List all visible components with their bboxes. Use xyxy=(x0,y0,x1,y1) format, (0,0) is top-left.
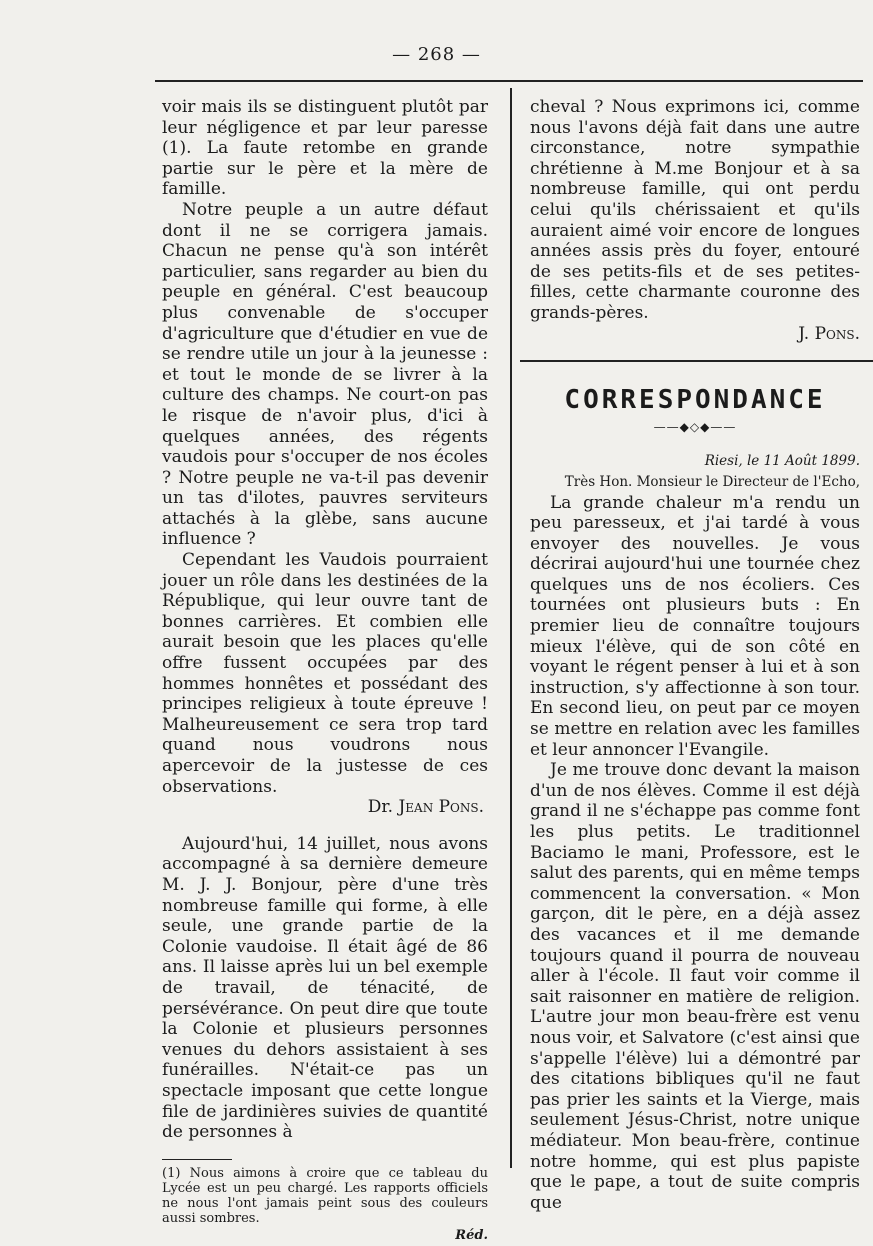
left-column xyxy=(162,97,488,1246)
footnote-rule xyxy=(162,1159,232,1160)
right-paragraph-3: Je me trouve donc devant la maison d'un de nos élèves. Comme il est déjà grand il ne s'échappe pas comme font les plus petits. Le traditionnel Baciamo le mani, Professore, est le salut des parents, qui en même temps commencent la conversation. « Mon garçon, dit le père, en a déjà assez des vacances et il me demande toujours quand il pourra de nouveau aller à l'école. Il faut voir comme il sait raisonner en matière de religion. L'autre jour mon beau-frère est venu nous voir, et Salvatore (c'est ainsi que s'appelle l'élève) lui a démontré par des citations bibliques qu'il ne faut pas prier les saints et la Vierge, mais seulement Jésus-Christ, notre unique médiateur. Mon beau-frère, continue notre homme, qui est plus papiste que le pape, a tout de suite compris que xyxy=(530,760,860,1213)
header-rule xyxy=(155,80,863,82)
section-title: CORRESPONDANCE xyxy=(564,385,826,416)
salutation: Très Hon. Monsieur le Directeur de l'Echo, xyxy=(564,473,860,490)
signature-initial: J. xyxy=(798,323,815,344)
right-column xyxy=(530,97,860,1213)
left-paragraph-2: Notre peuple a un autre défaut dont il ne se corrigera jamais. Chacun ne pense qu'à son intérêt particulier, sans regarder au bien du peuple en général. C'est beaucoup plus convenable de s'occuper d'agriculture que d'étudier en vue de se rendre utile un jour à la jeunesse : et tout le monde de se livrer à la culture des champs. Ne court-on pas le risque de n'avoir plus, d'ici à quelques années, des régents vaudois pour s'occuper de nos écoles ? Notre peuple ne va-t-il pas devenir un tas d'ilotes, pauvres serviteurs attachés à la glèbe, sans aucune influence ? xyxy=(162,199,488,550)
ornament-divider: ——◆◇◆—— xyxy=(653,419,737,434)
signature-name-2: Pons. xyxy=(814,323,860,344)
section-rule xyxy=(520,360,873,362)
dateline: Riesi, le 11 Août 1899. xyxy=(704,453,860,470)
signature-name: Jean Pons. xyxy=(398,797,484,818)
right-paragraph-1: cheval ? Nous exprimons ici, comme nous l'avons déjà fait dans une autre circonstance, notre sympathie chrétienne à M.me Bonjour et à sa nombreuse famille, qui ont perdu celui qu'ils chérissaient et qu'ils auraient aimé voir encore de longues années assis près du foyer, entouré de ses petits-fils et de ses petites-filles, cette charmante couronne des grands-pères. xyxy=(530,97,860,323)
left-paragraph-3: Cependant les Vaudois pourraient jouer un rôle dans les destinées de la République, qui leur ouvre tant de bonnes carrières. Et combien elle aurait besoin que les places qu'elle offre fussent occupées par des hommes honnêtes et possédant des principes religieux à toute épreuve ! Malheureusement ce sera trop tard quand nous voudrons nous apercevoir de la justesse de ces observations. xyxy=(162,550,488,797)
footnote: (1) Nous aimons à croire que ce tableau du Lycée est un peu chargé. Les rapports officiels ne nous l'ont jamais peint sous des couleurs aussi sombres. xyxy=(162,1165,488,1226)
right-paragraph-2: La grande chaleur m'a rendu un peu paresseux, et j'ai tardé à vous envoyer des nouvelles. Je vous décrirai aujourd'hui une tournée chez quelques uns de nos écoliers. Ces tournées ont plusieurs buts : En premier lieu de connaître toujours mieux l'élève, qui de son côté en voyant le régent penser à lui et à son instruction, s'y affectionne à son tour. En second lieu, on peut par ce moyen se mettre en relation avec les familles et leur annoncer l'Evangile. xyxy=(530,492,860,760)
left-paragraph-1: voir mais ils se distinguent plutôt par leur négligence et par leur paresse (1). La faute retombe en grande partie sur le père et la mère de famille. xyxy=(162,97,488,200)
signature-j-pons xyxy=(530,324,860,345)
column-divider xyxy=(510,88,512,1168)
signature-jean-pons xyxy=(162,797,488,818)
signature-prefix: Dr. xyxy=(367,797,399,818)
left-paragraph-4: Aujourd'hui, 14 juillet, nous avons accompagné à sa dernière demeure M. J. J. Bonjour, père d'une très nombreuse famille qui forme, à elle seule, une grande partie de la Colonie vaudoise. Il était âgé de 86 ans. Il laisse après lui un bel exemple de travail, de ténacité, de persévérance. On peut dire que toute la Colonie et plusieurs personnes venues du dehors assistaient à ses funérailles. N'était-ce pas un spectacle imposant que cette longue file de jardinières suivies de quantité de personnes à xyxy=(162,833,488,1143)
paragraph-gap xyxy=(162,818,488,834)
footnote-signature: Réd. xyxy=(455,1227,488,1243)
page-number: — 268 — xyxy=(392,44,481,65)
